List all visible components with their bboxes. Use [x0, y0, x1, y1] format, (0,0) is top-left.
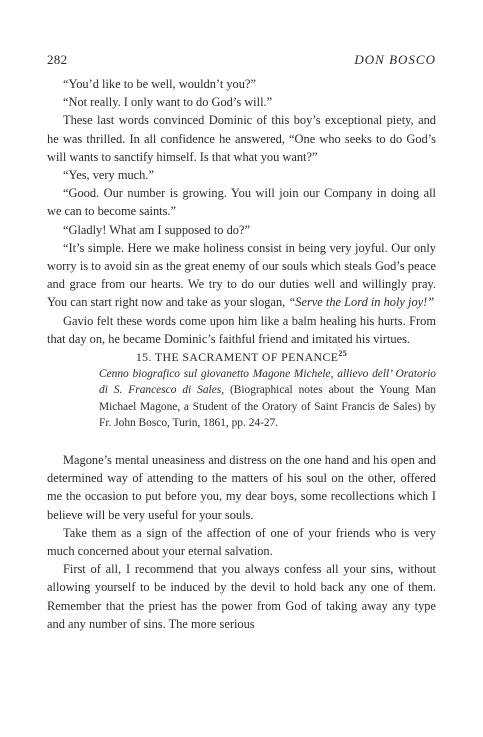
narrative-paragraph: These last words convinced Dominic of this boy’s exceptional piety, and he was thrilled. In all confidence he answered, “One who seeks to do God’s will wants to sanctify himself. Is that what you want?”	[47, 113, 436, 164]
dialogue-paragraph: “Gladly! What am I supposed to do?”	[63, 222, 250, 237]
page-body	[47, 75, 436, 633]
dialogue-paragraph: “You’d like to be well, wouldn’t you?”	[63, 77, 256, 91]
page-number: 282	[47, 52, 68, 67]
source-details: (Biographical notes about the Young Man Michael Magone, a Student of the Oratory of Saint Francis de Sales) by Fr. John Bosco, Turin, 1861, pp. 24-27.	[99, 384, 436, 429]
holiness-paragraph	[47, 239, 436, 312]
narrative-paragraph: Magone’s mental uneasiness and distress on the one hand and his open and determined way of attending to the matters of his soul on the other, offered me the occasion to put before you, my dear boys, some recollections which I believe will be very useful for your souls.	[47, 453, 436, 522]
narrative-paragraph: First of all, I recommend that you always confess all your sins, without allowing yourself to be induced by the devil to hold back any one of them. Remember that the priest has the power from God of taking away any type and any number of sins. The more serious	[47, 562, 436, 631]
section-title: 15. THE SACRAMENT OF PENANCE	[135, 350, 339, 365]
slogan: “Serve the Lord in holy joy!”	[288, 295, 435, 310]
page-header	[47, 52, 436, 70]
narrative-paragraph: Gavio felt these words come upon him like a balm healing his hurts. From that day on, he became Dominic’s faithful friend and imitated his virtues.	[47, 313, 436, 346]
source-italic-title: Cenno biografico sul giovanetto Magone Michele, allievo dell’ Oratorio di S. Francesco di Sales,	[99, 368, 436, 397]
dialogue-paragraph: “Yes, very much.”	[63, 168, 154, 183]
holiness-text: “It’s simple. Here we make holiness consist in being very joyful. Our only worry is to avoid sin as the great enemy of our souls which steals God’s peace and grace from our hearts. We try to do our duties well and willingly pray. You can start right now and take as your slogan,	[47, 240, 436, 310]
source-note	[99, 366, 436, 431]
dialogue-paragraph: “Good. Our number is growing. You will join our Company in doing all we can to become saints.”	[47, 186, 436, 219]
narrative-paragraph: Take them as a sign of the affection of one of your friends who is very much concerned about your eternal salvation.	[47, 525, 436, 559]
section-heading	[47, 348, 436, 366]
footnote-ref: 25	[338, 349, 348, 359]
running-head: DON BOSCO	[354, 52, 436, 67]
dialogue-paragraph: “Not really. I only want to do God’s will.”	[63, 95, 273, 110]
